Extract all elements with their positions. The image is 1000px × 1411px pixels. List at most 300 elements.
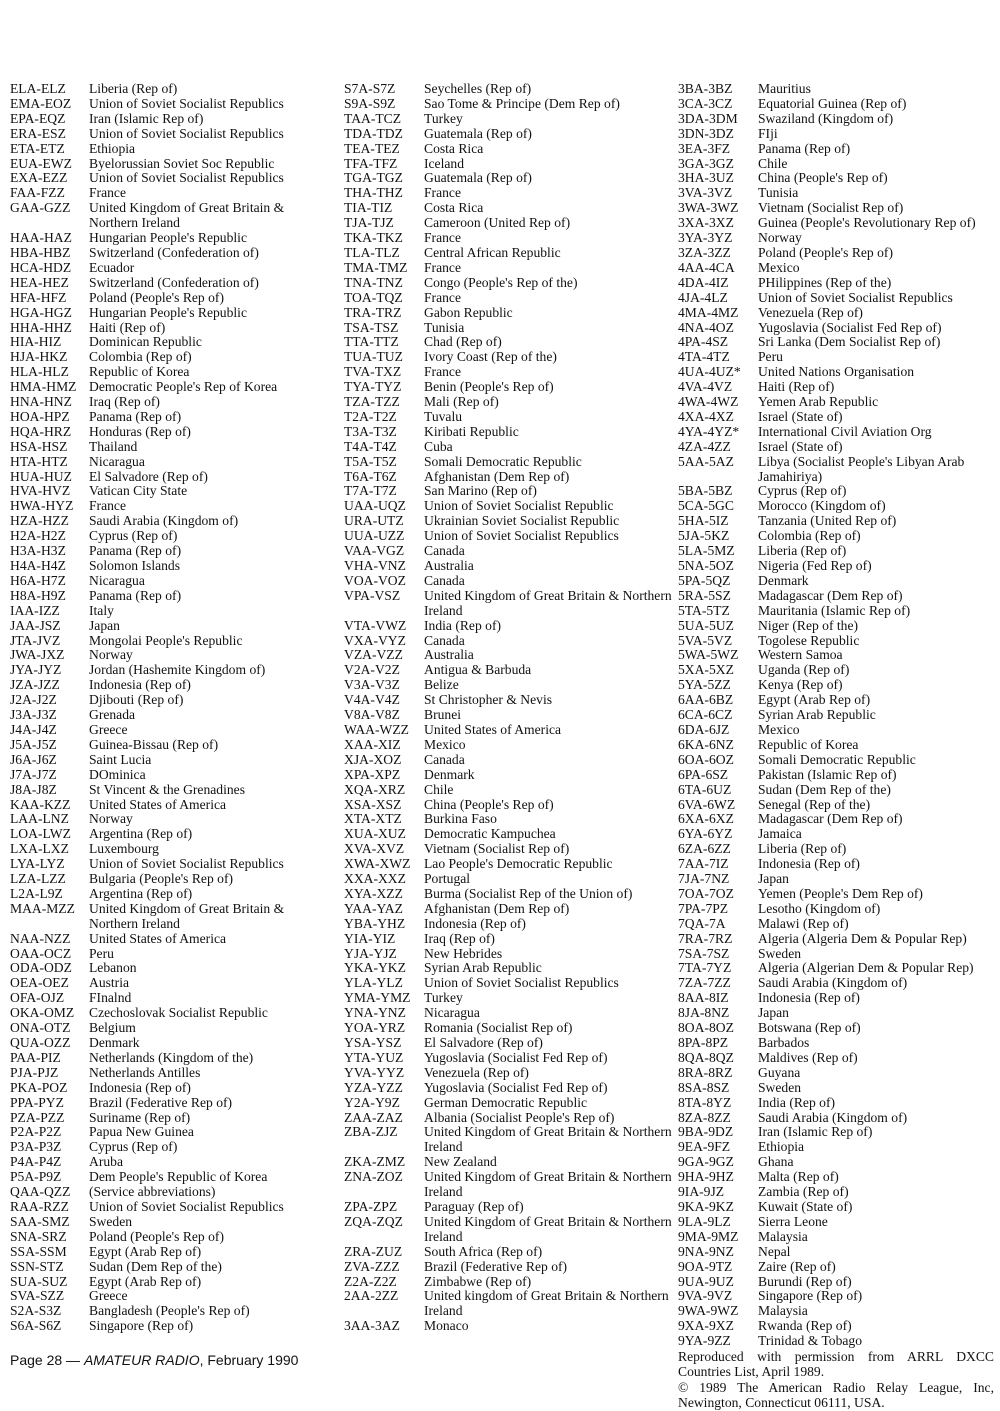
- prefix-row: [344, 201, 672, 216]
- prefix-row: [344, 619, 672, 634]
- prefix-row: [678, 574, 994, 589]
- prefix-row: [678, 410, 994, 425]
- callsign-range: V8A-V8Z: [344, 707, 400, 723]
- prefix-row: [344, 857, 672, 872]
- prefix-row: [678, 1319, 994, 1334]
- callsign-range: 8SA-8SZ: [678, 1079, 730, 1095]
- callsign-range: WAA-WZZ: [344, 721, 409, 737]
- prefix-row: [10, 171, 330, 186]
- callsign-range: TAA-TCZ: [344, 110, 402, 126]
- prefix-row: [10, 1319, 330, 1334]
- callsign-range: YKA-YKZ: [344, 960, 406, 976]
- country-name: Solomon Islands: [89, 558, 181, 573]
- country-name: Mauritius: [758, 81, 811, 96]
- callsign-range: TDA-TDZ: [344, 125, 403, 141]
- country-name: Egypt (Arab Rep of): [758, 692, 871, 708]
- prefix-row: [10, 872, 330, 887]
- prefix-row: [678, 798, 994, 813]
- country-name: Vietnam (Socialist Rep of): [758, 200, 904, 216]
- prefix-row: [678, 1096, 994, 1111]
- country-name: Israel (State of): [758, 408, 843, 424]
- prefix-row: [678, 663, 994, 678]
- prefix-row: [344, 1215, 672, 1245]
- callsign-range: 7ZA-7ZZ: [678, 975, 731, 991]
- country-name: Sweden: [758, 945, 802, 961]
- callsign-range: 7PA-7PZ: [678, 900, 729, 916]
- prefix-row: [344, 171, 672, 186]
- prefix-row: [678, 902, 994, 917]
- callsign-range: SVA-SZZ: [10, 1288, 65, 1304]
- prefix-row: [678, 231, 994, 246]
- prefix-row: [678, 619, 994, 634]
- callsign-range: XQA-XRZ: [344, 781, 406, 797]
- callsign-range: 3DN-3DZ: [678, 125, 734, 141]
- country-name: Cyprus (Rep of): [89, 1139, 178, 1155]
- prefix-row: [344, 97, 672, 112]
- callsign-range: HAA-HAZ: [10, 230, 72, 246]
- prefix-row: [10, 529, 330, 544]
- prefix-row: [344, 589, 672, 619]
- callsign-range: TGA-TGZ: [344, 170, 403, 186]
- callsign-range: 5LA-5MZ: [678, 543, 735, 559]
- callsign-range: ONA-OTZ: [10, 1020, 71, 1036]
- prefix-row: [678, 142, 994, 157]
- country-name: Cyprus (Rep of): [758, 483, 847, 499]
- callsign-range: UUA-UZZ: [344, 528, 405, 544]
- callsign-range: ODA-ODZ: [10, 960, 72, 976]
- callsign-range: 5VA-5VZ: [678, 632, 733, 648]
- country-name: United Kingdom of Great Britain & Northern Ireland: [424, 1213, 672, 1244]
- callsign-range: OFA-OJZ: [10, 990, 65, 1006]
- country-name: DOminica: [89, 766, 146, 782]
- country-name: Albania (Socialist People's Rep of): [424, 1109, 615, 1125]
- prefix-row: [678, 321, 994, 336]
- callsign-range: JTA-JVZ: [10, 632, 61, 648]
- country-name: Peru: [89, 945, 114, 961]
- callsign-range: P4A-P4Z: [10, 1154, 62, 1170]
- country-name: Costa Rica: [424, 200, 484, 216]
- callsign-range: XVA-XVZ: [344, 841, 405, 857]
- country-name: Somali Democratic Republic: [424, 453, 582, 469]
- callsign-range: SAA-SMZ: [10, 1213, 70, 1229]
- prefix-row: [678, 1230, 994, 1245]
- callsign-range: 7TA-7YZ: [678, 960, 732, 976]
- country-name: Greece: [89, 721, 128, 737]
- country-name: South Africa (Rep of): [424, 1243, 543, 1259]
- country-name: Indonesia (Rep of): [424, 915, 526, 931]
- callsign-range: H6A-H7Z: [10, 572, 66, 588]
- country-name: United Kingdom of Great Britain & Northern Ireland: [424, 1169, 672, 1200]
- country-name: Democratic People's Rep of Korea: [89, 379, 278, 395]
- callsign-range: HTA-HTZ: [10, 453, 68, 469]
- country-name: Portugal: [424, 871, 471, 887]
- prefix-column-2: [344, 82, 672, 1334]
- prefix-row: [10, 1230, 330, 1245]
- country-name: Monaco: [424, 1318, 469, 1334]
- prefix-row: [10, 484, 330, 499]
- callsign-range: Z2A-Z2Z: [344, 1273, 397, 1289]
- prefix-row: [678, 335, 994, 350]
- callsign-range: P2A-P2Z: [10, 1124, 62, 1140]
- callsign-range: THA-THZ: [344, 185, 403, 201]
- country-name: Iran (Islamic Rep of): [89, 110, 204, 126]
- prefix-row: [344, 768, 672, 783]
- prefix-row: [344, 1319, 672, 1334]
- callsign-range: TUA-TUZ: [344, 349, 403, 365]
- country-name: Nepal: [758, 1243, 791, 1259]
- callsign-range: EXA-EZZ: [10, 170, 68, 186]
- prefix-row: [344, 783, 672, 798]
- callsign-range: HGA-HGZ: [10, 304, 72, 320]
- country-name: Costa Rica: [424, 140, 484, 156]
- callsign-range: KAA-KZZ: [10, 796, 71, 812]
- callsign-range: H2A-H2Z: [10, 528, 66, 544]
- prefix-row: [678, 395, 994, 410]
- callsign-range: 5UA-5UZ: [678, 617, 734, 633]
- prefix-row: [678, 1304, 994, 1319]
- prefix-row: [344, 127, 672, 142]
- prefix-row: [678, 932, 994, 947]
- callsign-range: HHA-HHZ: [10, 319, 72, 335]
- prefix-row: [10, 261, 330, 276]
- callsign-range: YBA-YHZ: [344, 915, 406, 931]
- country-name: Union of Soviet Socialist Republics: [758, 289, 953, 305]
- callsign-range: SNA-SRZ: [10, 1228, 67, 1244]
- prefix-row: [678, 887, 994, 902]
- prefix-row: [344, 932, 672, 947]
- prefix-row: [10, 1215, 330, 1230]
- callsign-range: TOA-TQZ: [344, 289, 403, 305]
- prefix-row: [678, 1215, 994, 1230]
- country-name: United States of America: [89, 796, 227, 812]
- prefix-row: [344, 1245, 672, 1260]
- prefix-row: [678, 1185, 994, 1200]
- prefix-row: [10, 559, 330, 574]
- country-name: Ivory Coast (Rep of the): [424, 349, 557, 365]
- country-name: Denmark: [89, 1035, 140, 1050]
- callsign-range: 9HA-9HZ: [678, 1169, 734, 1185]
- prefix-row: [344, 276, 672, 291]
- prefix-row: [678, 514, 994, 529]
- callsign-range: HZA-HZZ: [10, 513, 69, 529]
- copyright-note: © 1989 The American Radio Relay League, Inc, Newington, Connecticut 06111, USA.: [678, 1379, 994, 1410]
- callsign-range: T7A-T7Z: [344, 483, 397, 499]
- prefix-row: [678, 559, 994, 574]
- callsign-range: HSA-HSZ: [10, 438, 68, 454]
- country-name: Czechoslovak Socialist Republic: [89, 1005, 268, 1021]
- country-name: Algeria (Algeria Dem & Popular Rep): [758, 930, 967, 946]
- prefix-row: [678, 276, 994, 291]
- country-name: Turkey: [424, 990, 463, 1006]
- country-name: Hungarian People's Republic: [89, 304, 247, 320]
- callsign-range: P5A-P9Z: [10, 1169, 62, 1185]
- callsign-range: 7JA-7NZ: [678, 871, 730, 887]
- country-name: (Service abbreviations): [89, 1184, 216, 1200]
- callsign-range: QAA-QZZ: [10, 1184, 71, 1200]
- country-name: Thailand: [89, 438, 138, 454]
- prefix-row: [678, 380, 994, 395]
- country-name: Japan: [758, 871, 789, 887]
- callsign-range: XYA-XZZ: [344, 885, 403, 901]
- prefix-row: [10, 142, 330, 157]
- callsign-range: 6XA-6XZ: [678, 811, 734, 827]
- callsign-range: JAA-JSZ: [10, 617, 61, 633]
- callsign-range: 6ZA-6ZZ: [678, 841, 731, 857]
- country-name: Bangladesh (People's Rep of): [89, 1303, 250, 1319]
- callsign-range: ELA-ELZ: [10, 81, 66, 96]
- callsign-range: 3HA-3UZ: [678, 170, 734, 186]
- country-name: Canada: [424, 543, 465, 559]
- prefix-row: [10, 1289, 330, 1304]
- callsign-range: 6TA-6UZ: [678, 781, 732, 797]
- callsign-range: T3A-T3Z: [344, 423, 397, 439]
- callsign-range: HMA-HMZ: [10, 379, 77, 395]
- callsign-range: LXA-LXZ: [10, 841, 69, 857]
- country-name: Tanzania (United Rep of): [758, 513, 897, 529]
- prefix-row: [344, 82, 672, 97]
- callsign-range: 5NA-5OZ: [678, 558, 734, 573]
- country-name: Jordan (Hashemite Kingdom of): [89, 662, 266, 678]
- callsign-range: HWA-HYZ: [10, 498, 74, 514]
- prefix-row: [344, 991, 672, 1006]
- country-name: Grenada: [89, 707, 136, 723]
- prefix-row: [344, 529, 672, 544]
- callsign-range: 9YA-9ZZ: [678, 1333, 731, 1349]
- prefix-row: [344, 842, 672, 857]
- callsign-range: TYA-TYZ: [344, 379, 402, 395]
- country-name: Togolese Republic: [758, 632, 860, 648]
- callsign-range: V3A-V3Z: [344, 677, 400, 693]
- prefix-row: [10, 1275, 330, 1290]
- callsign-range: 3VA-3VZ: [678, 185, 733, 201]
- prefix-row: [344, 246, 672, 261]
- prefix-row: [344, 723, 672, 738]
- prefix-row: [10, 1260, 330, 1275]
- country-name: St Christopher & Nevis: [424, 692, 553, 708]
- prefix-row: [10, 1245, 330, 1260]
- country-name: Switzerland (Confederation of): [89, 274, 259, 290]
- callsign-range: 6AA-6BZ: [678, 692, 734, 708]
- country-name: Union of Soviet Socialist Republics: [89, 170, 284, 186]
- country-name: Liberia (Rep of): [758, 543, 847, 559]
- prefix-row: [678, 812, 994, 827]
- prefix-row: [344, 1200, 672, 1215]
- callsign-range: 5TA-5TZ: [678, 602, 730, 618]
- country-name: Argentina (Rep of): [89, 885, 193, 901]
- callsign-range: EMA-EOZ: [10, 95, 72, 111]
- country-name: New Zealand: [424, 1154, 497, 1170]
- callsign-range: 4NA-4OZ: [678, 319, 734, 335]
- country-name: Barbados: [758, 1035, 810, 1050]
- country-name: Singapore (Rep of): [758, 1288, 863, 1304]
- prefix-row: [10, 812, 330, 827]
- callsign-range: SSN-STZ: [10, 1258, 64, 1274]
- country-name: Republic of Korea: [89, 364, 190, 380]
- callsign-range: TTA-TTZ: [344, 334, 399, 350]
- country-name: Aruba: [89, 1154, 123, 1170]
- callsign-range: URA-UTZ: [344, 513, 404, 529]
- prefix-row: [678, 768, 994, 783]
- callsign-range: S2A-S3Z: [10, 1303, 62, 1319]
- callsign-range: YMA-YMZ: [344, 990, 411, 1006]
- callsign-range: ZRA-ZUZ: [344, 1243, 403, 1259]
- callsign-range: IAA-IZZ: [10, 602, 60, 618]
- country-name: Yugoslavia (Socialist Fed Rep of): [424, 1049, 608, 1065]
- callsign-range: 6YA-6YZ: [678, 826, 733, 842]
- callsign-range: L2A-L9Z: [10, 885, 63, 901]
- country-name: France: [424, 185, 461, 201]
- prefix-row: [678, 186, 994, 201]
- country-name: Yugoslavia (Socialist Fed Rep of): [424, 1079, 608, 1095]
- country-name: Iraq (Rep of): [424, 930, 495, 946]
- prefix-row: [344, 335, 672, 350]
- callsign-range: 3ZA-3ZZ: [678, 244, 731, 260]
- page-footer: [10, 1352, 298, 1368]
- country-name: United States of America: [89, 930, 227, 946]
- country-name: Suriname (Rep of): [89, 1109, 191, 1125]
- callsign-range: EPA-EQZ: [10, 110, 66, 126]
- prefix-row: [678, 723, 994, 738]
- prefix-row: [678, 708, 994, 723]
- prefix-row: [344, 887, 672, 902]
- callsign-range: S6A-S6Z: [10, 1318, 62, 1334]
- prefix-row: [678, 499, 994, 514]
- country-name: Sweden: [758, 1079, 802, 1095]
- callsign-range: HIA-HIZ: [10, 334, 62, 350]
- country-name: Colombia (Rep of): [89, 349, 192, 365]
- prefix-row: [344, 1170, 672, 1200]
- prefix-row: [10, 1185, 330, 1200]
- country-name: Lebanon: [89, 960, 137, 976]
- callsign-range: 9IA-9JZ: [678, 1184, 725, 1200]
- country-name: Zaire (Rep of): [758, 1258, 836, 1274]
- country-name: Panama (Rep of): [89, 587, 182, 603]
- prefix-row: [678, 484, 994, 499]
- prefix-row: [678, 753, 994, 768]
- callsign-range: J3A-J3Z: [10, 707, 57, 723]
- callsign-range: 7RA-7RZ: [678, 930, 733, 946]
- prefix-row: [678, 82, 994, 97]
- country-name: Democratic Kampuchea: [424, 826, 556, 842]
- country-name: Senegal (Rep of the): [758, 796, 871, 812]
- prefix-row: [344, 142, 672, 157]
- prefix-row: [10, 887, 330, 902]
- prefix-row: [10, 321, 330, 336]
- country-name: Western Samoa: [758, 647, 843, 663]
- country-name: Sudan (Dem Rep of the): [758, 781, 891, 797]
- country-name: Sri Lanka (Dem Socialist Rep of): [758, 334, 941, 350]
- callsign-range: YTA-YUZ: [344, 1049, 404, 1065]
- country-name: Union of Soviet Socialist Republics: [89, 856, 284, 872]
- country-name: France: [424, 364, 461, 380]
- callsign-range: 2AA-2ZZ: [344, 1288, 399, 1304]
- callsign-range: PAA-PIZ: [10, 1049, 61, 1065]
- callsign-range: VZA-VZZ: [344, 647, 403, 663]
- prefix-row: [10, 708, 330, 723]
- country-name: United Nations Organisation: [758, 364, 915, 380]
- prefix-row: [344, 753, 672, 768]
- permission-note: Reproduced with permission from ARRL DXCC Countries List, April 1989.: [678, 1349, 994, 1379]
- prefix-row: [678, 1245, 994, 1260]
- prefix-row: [344, 306, 672, 321]
- country-name: Swaziland (Kingdom of): [758, 110, 894, 126]
- country-name: Romania (Socialist Rep of): [424, 1020, 573, 1036]
- prefix-row: [10, 231, 330, 246]
- country-name: Zambia (Rep of): [758, 1184, 849, 1200]
- country-name: Honduras (Rep of): [89, 423, 191, 439]
- callsign-range: 4VA-4VZ: [678, 379, 733, 395]
- prefix-row: [678, 1155, 994, 1170]
- callsign-range: V2A-V2Z: [344, 662, 400, 678]
- prefix-row: [678, 1275, 994, 1290]
- country-name: Vietnam (Socialist Rep of): [424, 841, 570, 857]
- callsign-range: XUA-XUZ: [344, 826, 406, 842]
- country-name: Italy: [89, 602, 114, 618]
- country-name: United Kingdom of Great Britain & Northern Ireland: [89, 200, 285, 231]
- prefix-row: [10, 738, 330, 753]
- prefix-row: [10, 723, 330, 738]
- callsign-range: TNA-TNZ: [344, 274, 403, 290]
- prefix-row: [678, 1200, 994, 1215]
- country-name: Colombia (Rep of): [758, 528, 861, 544]
- country-name: Venezuela (Rep of): [758, 304, 863, 320]
- country-name: International Civil Aviation Org: [758, 423, 932, 439]
- callsign-range: HCA-HDZ: [10, 259, 72, 275]
- country-name: Botswana (Rep of): [758, 1020, 861, 1036]
- callsign-range: XSA-XSZ: [344, 796, 402, 812]
- callsign-range: SSA-SSM: [10, 1243, 67, 1259]
- country-name: Haiti (Rep of): [758, 379, 835, 395]
- callsign-range: 6DA-6JZ: [678, 721, 730, 737]
- prefix-row: [344, 380, 672, 395]
- prefix-row: [678, 1081, 994, 1096]
- country-name: Morocco (Kingdom of): [758, 498, 886, 514]
- country-name: Saudi Arabia (Kingdom of): [758, 1109, 908, 1125]
- country-name: Iran (Islamic Rep of): [758, 1124, 873, 1140]
- prefix-row: [10, 1170, 330, 1185]
- callsign-range: HBA-HBZ: [10, 244, 71, 260]
- prefix-row: [344, 291, 672, 306]
- country-name: Mexico: [758, 721, 800, 737]
- callsign-range: VPA-VSZ: [344, 587, 401, 603]
- callsign-range: 9OA-9TZ: [678, 1258, 733, 1274]
- prefix-row: [344, 738, 672, 753]
- callsign-range: VOA-VOZ: [344, 572, 406, 588]
- prefix-row: [344, 499, 672, 514]
- prefix-row: [678, 827, 994, 842]
- prefix-row: [678, 1036, 994, 1051]
- prefix-row: [344, 484, 672, 499]
- prefix-row: [344, 1275, 672, 1290]
- country-name: Norway: [758, 230, 802, 246]
- country-name: Poland (People's Rep of): [758, 244, 893, 260]
- country-name: Guinea (People's Revolutionary Rep of): [758, 215, 976, 231]
- country-name: Belize: [424, 677, 459, 693]
- callsign-range: 5PA-5QZ: [678, 572, 731, 588]
- country-name: Union of Soviet Socialist Republic: [424, 498, 614, 514]
- country-name: Sweden: [89, 1213, 133, 1229]
- country-name: Paraguay (Rep of): [424, 1198, 524, 1214]
- prefix-column-3-rows: [678, 82, 994, 1349]
- prefix-row: [678, 216, 994, 231]
- country-name: Lesotho (Kingdom of): [758, 900, 881, 916]
- callsign-range: 3DA-3DM: [678, 110, 738, 126]
- callsign-range: 3BA-3BZ: [678, 81, 733, 96]
- country-name: Union of Soviet Socialist Republics: [89, 1198, 284, 1214]
- prefix-row: [10, 1140, 330, 1155]
- country-name: El Salvadore (Rep of): [89, 468, 208, 484]
- prefix-row: [10, 1200, 330, 1215]
